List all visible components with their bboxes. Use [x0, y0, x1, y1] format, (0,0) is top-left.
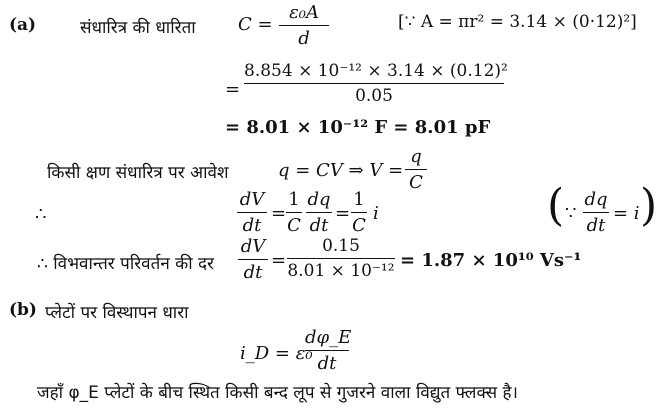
dt-denominator: dt — [243, 262, 263, 283]
fraction-dq-dt-2 — [583, 189, 609, 236]
dt-denominator: dt — [317, 353, 337, 374]
dt-denominator: dt — [242, 215, 262, 236]
right-paren: ) — [640, 180, 658, 231]
part-b-label: (b) — [9, 300, 37, 320]
displacement-current-eq: i_D = ε₀ — [240, 343, 313, 364]
dq-numerator: dq — [307, 189, 331, 210]
therefore-symbol: ∴ — [35, 204, 47, 225]
dphi-numerator: dφ_E — [305, 327, 352, 348]
frac3-numerator: q — [410, 146, 422, 167]
fraction-rate — [287, 236, 395, 281]
current-symbol: i — [373, 203, 379, 224]
fraction-bar — [305, 350, 349, 351]
one-numerator: 1 — [288, 189, 300, 210]
fraction-bar — [351, 212, 367, 213]
fraction-one-over-c — [286, 189, 302, 236]
frac3-denominator: C — [409, 172, 423, 193]
fraction-numeric-capacitance — [244, 61, 508, 106]
dv-numerator: dV — [240, 236, 266, 257]
capacitance-text: संधारित्र की धारिता — [80, 18, 196, 38]
fraction-bar — [279, 25, 329, 26]
fraction-dphi-dt — [305, 327, 352, 374]
c-denominator: C — [287, 215, 301, 236]
plates-text: प्लेटों पर विस्थापन धारा — [45, 303, 189, 323]
dv-numerator: dV — [239, 189, 265, 210]
equals-sign: = — [335, 203, 351, 224]
fraction-dv-dt-2 — [238, 236, 268, 283]
rate-denominator: 8.01 × 10⁻¹² — [287, 261, 395, 281]
equals-sign: = — [225, 79, 241, 100]
fraction-bar — [244, 83, 504, 84]
equals-i: = i — [613, 203, 640, 224]
fraction-bar — [405, 169, 427, 170]
part-a-label: (a) — [9, 15, 37, 35]
rate-result: = 1.87 × 10¹⁰ Vs⁻¹ — [400, 250, 582, 271]
fraction-bar — [286, 212, 302, 213]
frac2-numerator: 8.854 × 10⁻¹² × 3.14 × (0.12)² — [244, 61, 508, 81]
fraction-bar — [583, 212, 609, 213]
because-symbol: ∵ — [565, 203, 577, 224]
fraction-bar — [306, 212, 332, 213]
equals-sign: = — [271, 203, 287, 224]
frac2-denominator: 0.05 — [355, 86, 393, 106]
capacitance-result: = 8.01 × 10⁻¹² F = 8.01 pF — [225, 117, 491, 138]
charge-text: किसी क्षण संधारित्र पर आवेश — [47, 163, 229, 183]
one-numerator: 1 — [353, 189, 365, 210]
flux-description: जहाँ φ_E प्लेटों के बीच स्थित किसी बन्द लूप से गुजरने वाला विद्युत फ्लक्स है। — [37, 383, 518, 403]
dt-denominator: dt — [309, 215, 329, 236]
fraction-bar — [287, 258, 395, 259]
frac1-numerator: ε₀A — [289, 2, 319, 23]
fraction-bar — [238, 259, 268, 260]
fraction-eps-a-over-d — [279, 2, 329, 49]
charge-equation: q = CV ⇒ V = — [278, 160, 404, 181]
fraction-bar — [237, 212, 267, 213]
frac1-denominator: d — [298, 28, 310, 49]
rate-text: ∴ विभवान्तर परिवर्तन की दर — [37, 254, 214, 274]
fraction-dv-dt — [237, 189, 267, 236]
dq-numerator: dq — [584, 189, 608, 210]
fraction-one-over-c-2 — [351, 189, 367, 236]
c-equation: C = — [238, 14, 273, 35]
left-paren: ( — [547, 180, 565, 231]
area-note: [∵ A = πr² = 3.14 × (0·12)²] — [398, 12, 637, 32]
fraction-dq-dt — [306, 189, 332, 236]
fraction-q-over-c — [405, 146, 427, 193]
equals-sign: = — [271, 250, 287, 271]
rate-numerator: 0.15 — [322, 236, 360, 256]
c-denominator: C — [352, 215, 366, 236]
dt-denominator: dt — [586, 215, 606, 236]
